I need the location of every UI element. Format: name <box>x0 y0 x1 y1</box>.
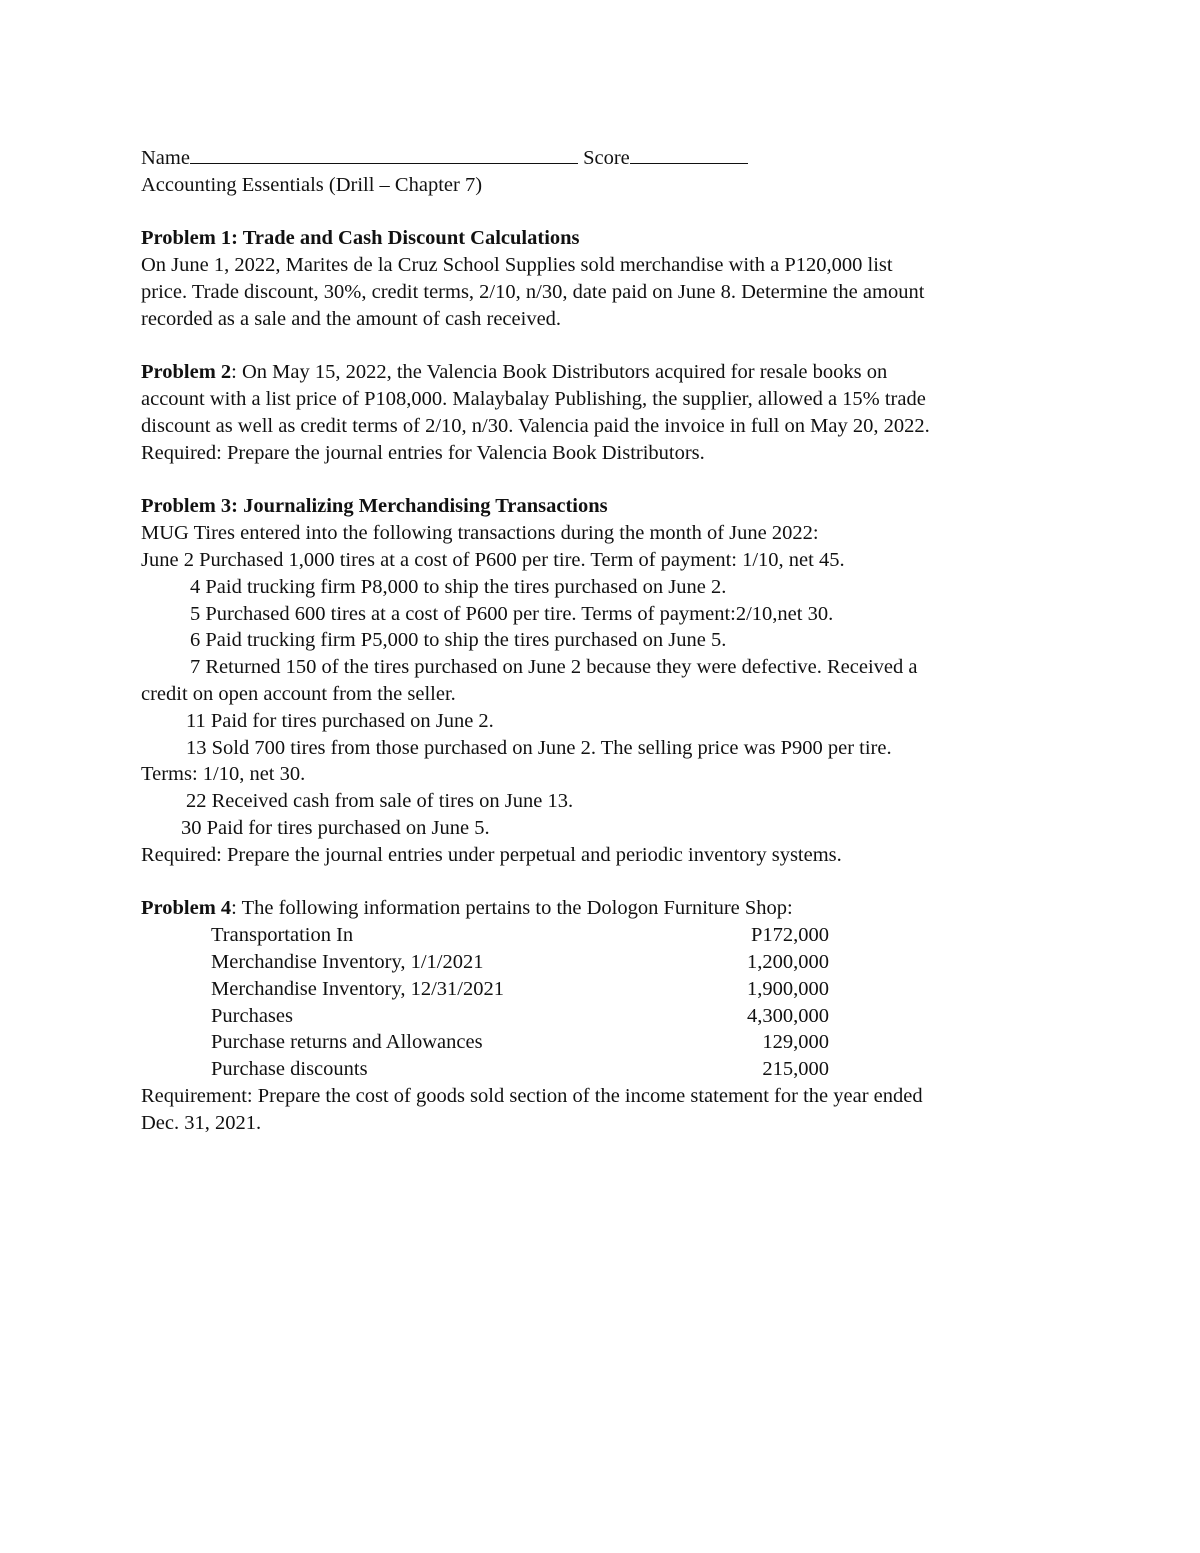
problem1-line-3: recorded as a sale and the amount of cash received. <box>141 307 562 330</box>
problem3-title: Problem 3: Journalizing Merchandising Transactions <box>141 495 608 518</box>
transaction-7: 7 Returned 150 of the tires purchased on June 2 because they were defective. Received a <box>190 656 918 679</box>
list-item: Merchandise Inventory, 1/1/2021 1,200,000 <box>211 950 829 973</box>
problem3-intro: MUG Tires entered into the following transactions during the month of June 2022: <box>141 522 819 545</box>
transaction-5: 5 Purchased 600 tires at a cost of P600 per tire. Terms of payment:2/10,net 30. <box>190 602 834 625</box>
worksheet-content <box>141 143 1071 1136</box>
score-blank <box>630 143 748 164</box>
list-item: Merchandise Inventory, 12/31/2021 1,900,000 <box>211 977 829 1000</box>
transaction-june-2: June 2 Purchased 1,000 tires at a cost of P600 per tire. Term of payment: 1/10, net 45. <box>141 548 845 571</box>
list-item: Purchases 4,300,000 <box>211 1004 829 1027</box>
problem2-first-line: Problem 2: On May 15, 2022, the Valencia Book Distributors acquired for resale books on <box>141 361 888 384</box>
list-item: Purchase returns and Allowances 129,000 <box>211 1031 829 1054</box>
problem2-line-4: Required: Prepare the journal entries for Valencia Book Distributors. <box>141 441 705 464</box>
list-item: Purchase discounts 215,000 <box>211 1058 829 1081</box>
problem1-line-2: price. Trade discount, 30%, credit terms, 2/10, n/30, date paid on June 8. Determine the amount <box>141 280 925 303</box>
transaction-30: 30 Paid for tires purchased on June 5. <box>181 816 490 839</box>
problem2-line-3: discount as well as credit terms of 2/10, n/30. Valencia paid the invoice in full on May 20, 2022. <box>141 414 930 437</box>
problem1-title: Problem 1: Trade and Cash Discount Calculations <box>141 227 580 250</box>
problem1-line-1: On June 1, 2022, Marites de la Cruz School Supplies sold merchandise with a P120,000 list <box>141 254 893 277</box>
transaction-7-continued: credit on open account from the seller. <box>141 682 456 705</box>
problem3-required: Required: Prepare the journal entries under perpetual and periodic inventory systems. <box>141 843 842 866</box>
problem4-label: Problem 4 <box>141 897 232 920</box>
score-label: Score <box>583 147 630 169</box>
problem2-label: Problem 2 <box>141 361 232 384</box>
header-line <box>141 143 1071 172</box>
name-label: Name <box>141 147 190 169</box>
problem2-line-2: account with a list price of P108,000. Malaybalay Publishing, the supplier, allowed a 15% trade <box>141 388 926 411</box>
list-item: Transportation In P172,000 <box>211 924 829 947</box>
transaction-4: 4 Paid trucking firm P8,000 to ship the tires purchased on June 2. <box>190 575 727 598</box>
transaction-11: 11 Paid for tires purchased on June 2. <box>186 709 494 732</box>
transaction-22: 22 Received cash from sale of tires on June 13. <box>186 790 574 813</box>
name-blank <box>190 143 578 164</box>
problem4-requirement-line-2: Dec. 31, 2021. <box>141 1111 262 1134</box>
problem4-item-list <box>141 922 1071 1083</box>
problem4-requirement-line-1: Requirement: Prepare the cost of goods sold section of the income statement for the year ended <box>141 1084 923 1107</box>
problem4-first-line: Problem 4: The following information pertains to the Dologon Furniture Shop: <box>141 897 793 920</box>
transaction-6: 6 Paid trucking firm P5,000 to ship the tires purchased on June 5. <box>190 629 727 652</box>
transaction-13-continued: Terms: 1/10, net 30. <box>141 763 306 786</box>
transaction-13: 13 Sold 700 tires from those purchased on June 2. The selling price was P900 per tire. <box>186 736 892 759</box>
document-subtitle: Accounting Essentials (Drill – Chapter 7) <box>141 173 483 196</box>
